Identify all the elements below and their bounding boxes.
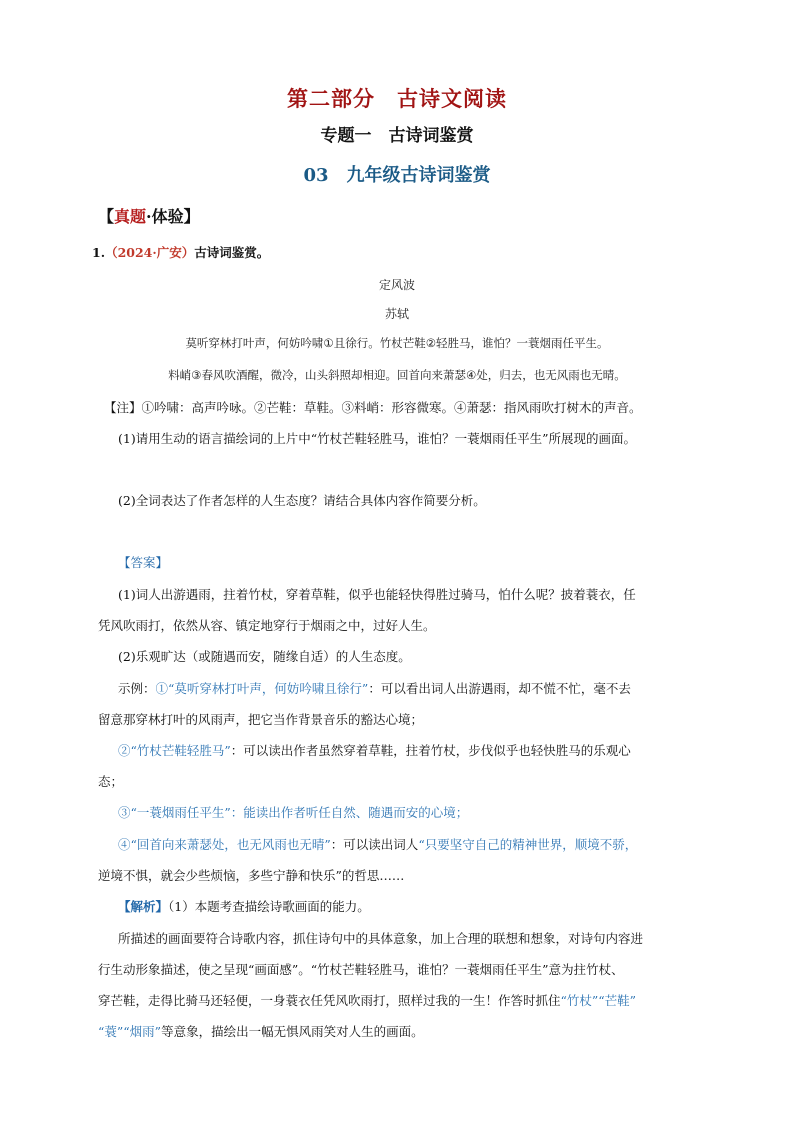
example-3-quote: ③“一蓑烟雨任平生” [118,805,231,820]
section-heading [98,204,200,227]
example-1-line-2: 留意那穿林打叶的风雨声，把它当作背景音乐的豁达心境； [98,712,424,727]
analysis-line-4 [98,993,636,1009]
example-1-text: ：可以看出词人出游遇雨，却不慌不忙，毫不去 [368,681,631,696]
analysis-intro: （1）本题考查描绘诗歌画面的能力。 [168,899,370,914]
section-rest: ·体验】 [146,207,200,226]
section-red-text: 真题 [114,207,147,226]
example-1-quote: ①“莫听穿林打叶声，何妨吟啸且徐行” [155,681,369,696]
analysis-line-2: 所描述的画面要符合诗歌内容，抓住诗句中的具体意象，加上合理的联想和想象，对诗句内容进 [118,931,644,946]
answer-label: 【答案】 [118,555,169,570]
unit-title: 03 九年级古诗词鉴赏 [303,165,491,186]
example-4-line-2 [98,868,404,884]
example-3-text: ：能读出作者听任自然、随遇而安的心境； [230,805,469,820]
poem-line-1: 莫听穿林打叶声，何妨吟啸①且徐行。竹杖芒鞋②轻胜马，谁怕？一蓑烟雨任平生。 [185,336,609,350]
analysis-line-5-a: “蓑”“烟雨” [98,1024,162,1039]
example-2-line-1 [118,743,631,759]
example-2-quote: ②“竹杖芒鞋轻胜马” [118,743,231,758]
section-bracket: 【 [98,207,115,226]
subquestion-2: (2)全词表达了作者怎样的人生态度？请结合具体内容作简要分析。 [118,493,486,508]
poem-title: 定风波 [378,278,415,292]
question-number: 1. [92,245,106,260]
example-prefix: 示例： [118,681,156,696]
example-4-quote-2: “只要坚守自己的精神世界，顺境不骄， [418,837,638,852]
analysis-label: 【解析】 [118,899,169,914]
poem-line-2: 料峭③春风吹酒醒，微冷，山头斜照却相迎。回首向来萧瑟④处，归去，也无风雨也无晴。 [168,368,626,382]
question-1 [92,243,269,261]
example-3 [118,805,468,821]
example-4-line-2-b: 的哲思…… [341,868,405,883]
analysis-line-4-a: 穿芒鞋，走得比骑马还轻便，一身蓑衣任凭风吹雨打，照样过我的一生！作答时抓住 [98,993,561,1008]
example-4-line-1 [118,837,637,853]
question-source: （2024·广安） [105,245,195,260]
analysis-line-4-b: “竹杖”“芒鞋” [560,993,637,1008]
example-4-quote: ④“回首向来萧瑟处，也无风雨也无晴” [118,837,331,852]
example-1-line-1 [118,681,631,697]
example-2-text: ：可以读出作者虽然穿着草鞋，拄着竹杖，步伐似乎也轻快胜马的乐观心 [230,743,631,758]
analysis-line-1 [118,899,370,915]
poem-author: 苏轼 [384,307,409,321]
analysis-line-5 [98,1024,424,1040]
subquestion-1: (1)请用生动的语言描绘词的上片中“竹杖芒鞋轻胜马，谁怕？一蓑烟雨任平生”所展现的画面。 [118,431,636,446]
poem-notes: 【注】①吟啸：高声吟咏。②芒鞋：草鞋。③料峭：形容微寒。④萧瑟：指风雨吹打树木的声音。 [104,400,642,415]
example-4-text: ：可以读出词人 [330,837,419,852]
example-4-line-2-a: 逆境不惧，就会少些烦恼，多些宁静和快乐” [98,868,342,883]
analysis-line-5-b: 等意象，描绘出一幅无惧风雨笑对人生的画面。 [161,1024,424,1039]
question-prompt: 古诗词鉴赏。 [194,245,270,260]
part-title: 第二部分 古诗文阅读 [287,86,507,111]
answer-1-line-1: (1)词人出游遇雨，拄着竹杖，穿着草鞋，似乎也能轻快得胜过骑马，怕什么呢？披着蓑衣，任 [118,587,636,602]
analysis-line-3: 行生动形象描述，使之呈现“画面感”。“竹杖芒鞋轻胜马，谁怕？一蓑烟雨任平生”意为拄竹杖、 [98,962,624,977]
topic-title: 专题一 古诗词鉴赏 [320,126,474,146]
answer-1-line-2: 凭风吹雨打，依然从容、镇定地穿行于烟雨之中，过好人生。 [98,618,436,633]
example-2-line-2: 态； [98,774,124,789]
answer-2: (2)乐观旷达（或随遇而安，随缘自适）的人生态度。 [118,649,411,664]
